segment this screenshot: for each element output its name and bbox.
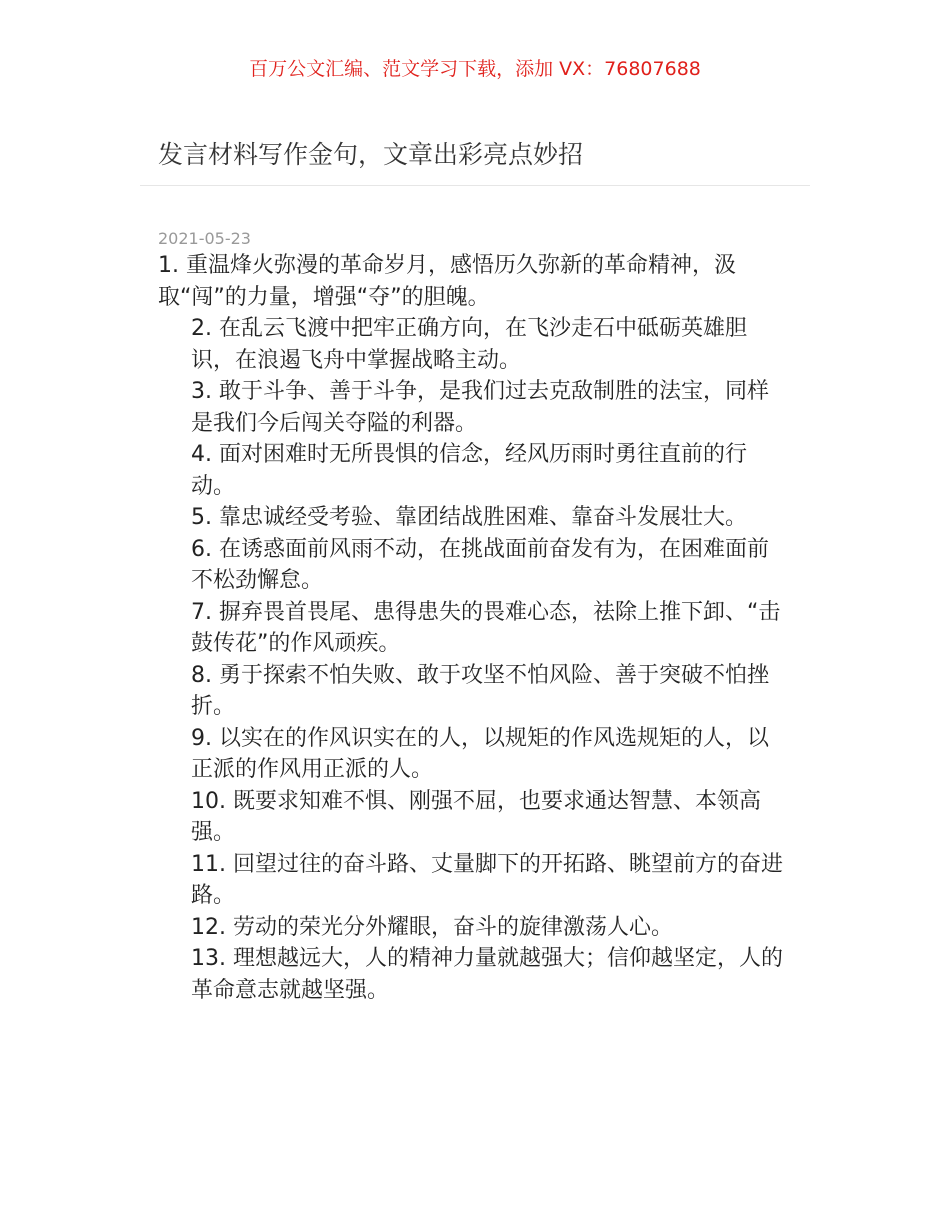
list-item-13: 13. 理想越远大，人的精神力量就越强大；信仰越坚定，人的革命意志就越坚强。 bbox=[191, 946, 783, 1003]
title-divider bbox=[140, 185, 810, 186]
article-date: 2021-05-23 bbox=[158, 229, 251, 248]
list-item-6: 6. 在诱惑面前风雨不动，在挑战面前奋发有为，在困难面前不松劲懈怠。 bbox=[191, 536, 769, 593]
article-body bbox=[158, 250, 788, 1006]
list-item-8: 8. 勇于探索不怕失败、敢于攻坚不怕风险、善于突破不怕挫折。 bbox=[191, 662, 769, 719]
list-item-4: 4. 面对困难时无所畏惧的信念，经风历雨时勇往直前的行动。 bbox=[191, 442, 747, 499]
list-item-9: 9. 以实在的作风识实在的人，以规矩的作风选规矩的人，以正派的作风用正派的人。 bbox=[191, 725, 769, 782]
list-item-3: 3. 敢于斗争、善于斗争，是我们过去克敌制胜的法宝，同样是我们今后闯关夺隘的利器。 bbox=[191, 379, 769, 436]
list-item-1: 1. 重温烽火弥漫的革命岁月，感悟历久弥新的革命精神，汲取“闯”的力量，增强“夺”的胆魄。 bbox=[158, 253, 736, 310]
list-item-5: 5. 靠忠诚经受考验、靠团结战胜困难、靠奋斗发展壮大。 bbox=[191, 505, 747, 530]
list-item-7: 7. 摒弃畏首畏尾、患得患失的畏难心态，祛除上推下卸、“击鼓传花”的作风顽疾。 bbox=[191, 599, 781, 656]
list-item-10: 10. 既要求知难不惧、刚强不屈，也要求通达智慧、本领高强。 bbox=[191, 788, 761, 845]
header-banner: 百万公文汇编、范文学习下载，添加 VX：76807688 bbox=[249, 58, 701, 80]
list-item-2: 2. 在乱云飞渡中把牢正确方向，在飞沙走石中砥砺英雄胆识，在浪遏飞舟中掌握战略主动。 bbox=[191, 316, 747, 373]
list-item-12: 12. 劳动的荣光分外耀眼，奋斗的旋律激荡人心。 bbox=[191, 914, 673, 940]
list-item-11: 11. 回望过往的奋斗路、丈量脚下的开拓路、眺望前方的奋进路。 bbox=[191, 851, 783, 908]
article-title: 发言材料写作金句，文章出彩亮点妙招 bbox=[158, 140, 584, 169]
